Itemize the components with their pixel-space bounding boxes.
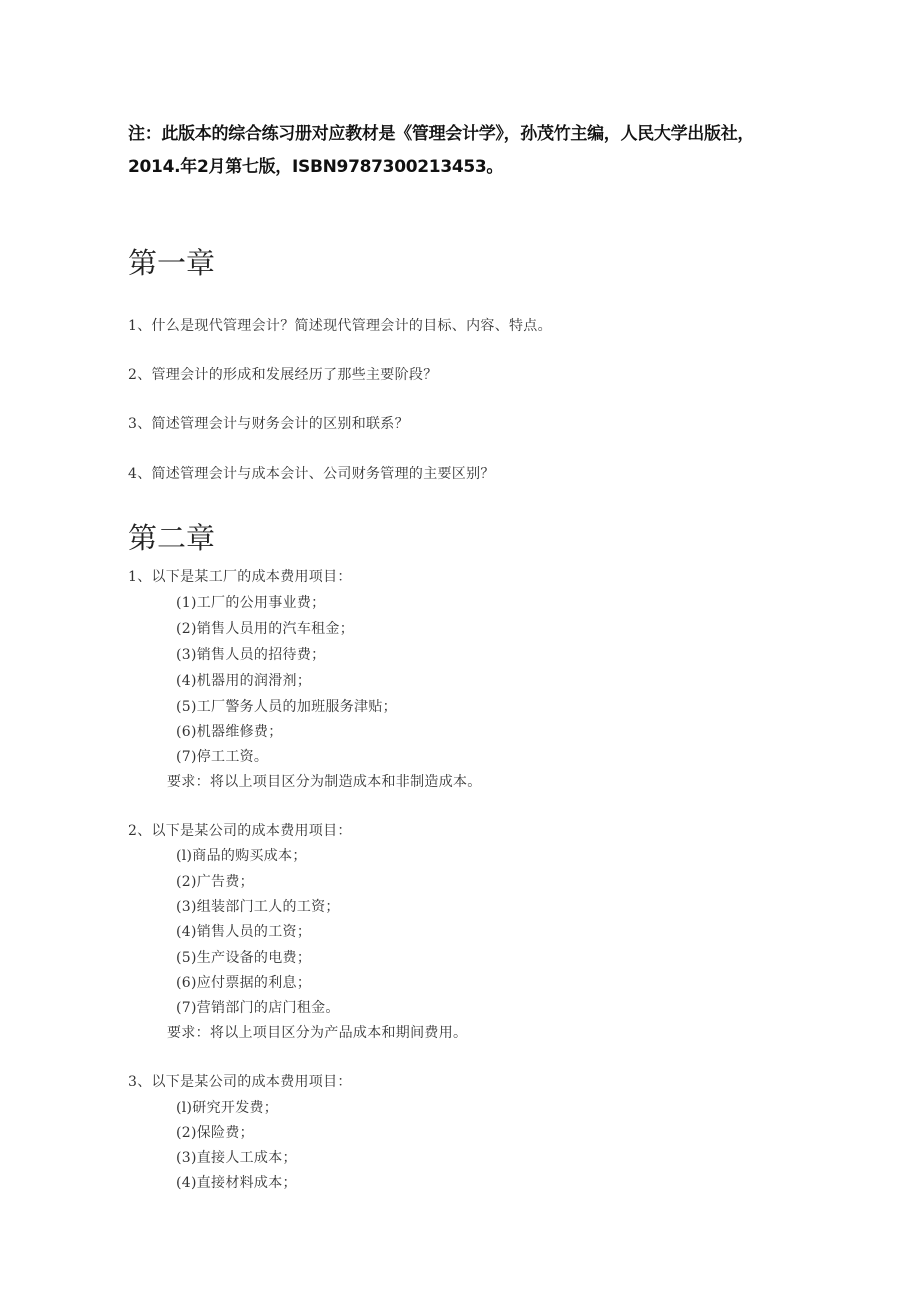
question-2-item: (3)组装部门工人的工资；: [176, 899, 340, 915]
chapter-2-question-2-intro: 2、以下是某公司的成本费用项目：: [128, 823, 352, 839]
question-2-item: (5)生产设备的电费；: [176, 950, 312, 966]
question-1-item: (6)机器维修费；: [176, 724, 283, 740]
chapter-2-heading: 第二章: [128, 521, 216, 555]
note-line-2: 2014.年2月第七版，ISBN9787300213453。: [128, 157, 504, 177]
textbook-note: [128, 118, 808, 184]
question-2-item: (6)应付票据的利息；: [176, 975, 312, 991]
chapter-1-heading: 第一章: [128, 246, 216, 280]
note-line-1: 注：此版本的综合练习册对应教材是《管理会计学》，孙茂竹主编，人民大学出版社，: [128, 124, 755, 144]
chapter-2-question-1-intro: 1、以下是某工厂的成本费用项目：: [128, 569, 352, 585]
question-1-item: (4)机器用的润滑剂；: [176, 673, 312, 689]
question-3-item: (4)直接材料成本；: [176, 1175, 297, 1191]
chapter-1-question-4: 4、简述管理会计与成本会计、公司财务管理的主要区别？: [128, 466, 495, 482]
question-2-item: (4)销售人员的工资；: [176, 924, 312, 940]
question-1-item: (7)停工工资。: [176, 749, 269, 765]
chapter-1-question-2: 2、管理会计的形成和发展经历了那些主要阶段？: [128, 367, 438, 383]
question-3-item: (3)直接人工成本；: [176, 1150, 297, 1166]
question-1-requirement: 要求：将以上项目区分为制造成本和非制造成本。: [167, 774, 482, 790]
question-2-requirement: 要求：将以上项目区分为产品成本和期间费用。: [167, 1025, 468, 1041]
question-1-item: (2)销售人员用的汽车租金；: [176, 621, 355, 637]
chapter-1-question-1: 1、什么是现代管理会计？简述现代管理会计的目标、内容、特点。: [128, 318, 552, 334]
question-1-item: (3)销售人员的招待费；: [176, 647, 326, 663]
question-1-item: (5)工厂警务人员的加班服务津贴；: [176, 699, 397, 715]
question-3-item: (l)研究开发费；: [176, 1100, 279, 1116]
question-3-item: (2)保险费；: [176, 1125, 254, 1141]
question-2-item: (2)广告费；: [176, 874, 254, 890]
chapter-2-question-3-intro: 3、以下是某公司的成本费用项目：: [128, 1074, 352, 1090]
question-2-item: (7)营销部门的店门租金。: [176, 1000, 340, 1016]
chapter-1-question-3: 3、简述管理会计与财务会计的区别和联系？: [128, 416, 409, 432]
question-2-item: (l)商品的购买成本；: [176, 848, 307, 864]
question-1-item: (1)工厂的公用事业费；: [176, 595, 326, 611]
